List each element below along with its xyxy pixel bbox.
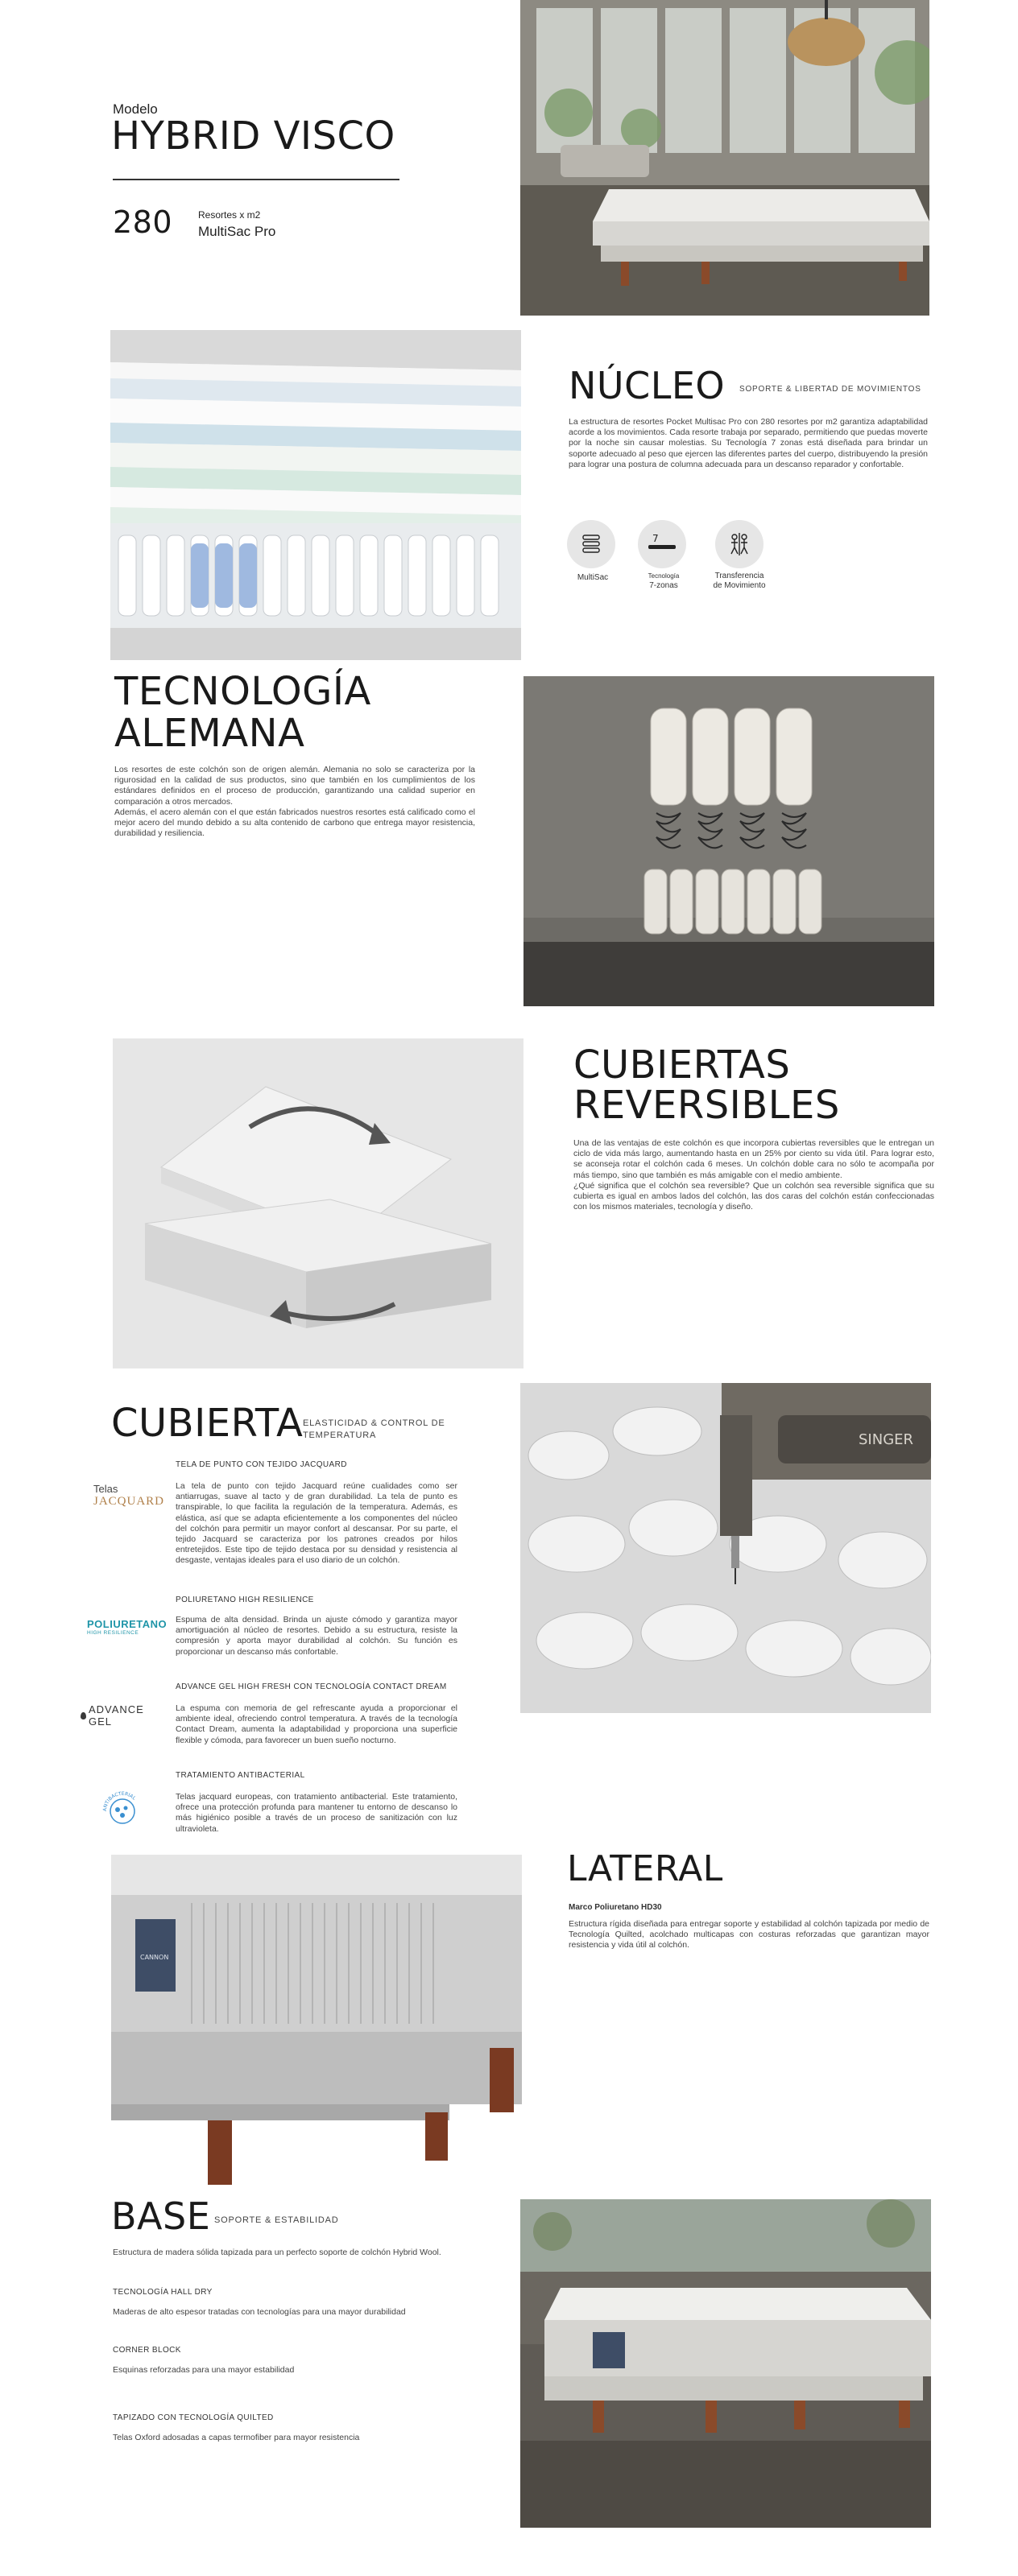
sewing-machine-image <box>520 1383 931 1713</box>
tech-title-line1: TECNOLOGÍA <box>114 669 371 714</box>
springs-image <box>523 676 934 1006</box>
advance-gel-body: La espuma con memoria de gel refrescante ayuda a proporcionar el ambiente ideal, ofreciendo control temperatura. A través de la tecnología Contact Dream, aumenta la adaptabilidad y proporciona una superficie flexible y cómoda, para favorecer un buen sueño nocturno. <box>176 1703 457 1745</box>
advance-gel-logo-text: ADVANCE GEL <box>88 1703 144 1728</box>
jacquard-title: TELA DE PUNTO CON TEJIDO JACQUARD <box>176 1460 347 1469</box>
multisac-icon <box>567 520 615 568</box>
polyurethane-logo-top: POLIURETANO <box>87 1618 168 1630</box>
lateral-mattress-image <box>111 1855 522 2185</box>
hero-bedroom-image <box>520 0 929 316</box>
lateral-body: Estructura rígida diseñada para entregar soporte y estabilidad al colchón tapizada por medio de Tecnología Quilted, acolchado multicapas con costuras reforzadas que garantizan mayor resistencia y vida útil al colchón. <box>569 1919 929 1951</box>
gel-drop-icon <box>81 1712 86 1719</box>
antibacterial-logo <box>100 1789 145 1834</box>
seven-zones-label-top: Tecnología <box>648 572 680 580</box>
base-feature-3-body: Telas Oxford adosadas a capas termofiber para mayor resistencia <box>113 2433 360 2442</box>
seven-zones-label: 7-zonas <box>649 581 678 590</box>
polyurethane-title: POLIURETANO HIGH RESILIENCE <box>176 1596 314 1604</box>
reversible-title-line2: REVERSIBLES <box>573 1083 840 1128</box>
base-bed-image <box>520 2199 931 2528</box>
antibacterial-logo-text: ANTIBACTERIAL <box>101 1790 137 1812</box>
base-feature-2-title: CORNER BLOCK <box>113 2346 181 2355</box>
svg-text:ANTIBACTERIAL <box>102 1791 137 1811</box>
advance-gel-logo <box>81 1703 171 1728</box>
core-icon-motion <box>709 520 770 591</box>
spring-type: MultiSac Pro <box>198 224 276 239</box>
tech-title-line2: ALEMANA <box>114 711 305 756</box>
jacquard-logo <box>93 1483 166 1509</box>
base-tag: SOPORTE & ESTABILIDAD <box>214 2215 339 2225</box>
title-divider <box>113 179 399 180</box>
base-feature-1-body: Maderas de alto espesor tratadas con tecnologías para una mayor durabilidad <box>113 2307 406 2317</box>
base-intro: Estructura de madera sólida tapizada para un perfecto soporte de colchón Hybrid Wool. <box>113 2248 441 2257</box>
product-title: HYBRID VISCO <box>111 114 395 159</box>
reversible-body: Una de las ventajas de este colchón es que incorpora cubiertas reversibles que le entregan un ciclo de vida más largo, aumentando hasta en un 25% por ciento su vida útil. Para lograr esto, se aconseja rotar el colchón cada 6 meses. Un colchón doble cara no sólo te acompaña por más tiempo, sino que también es más amigable con el medio ambiente. ¿Qué significa que el colchón sea reversible? Que un colchón sea reversible significa que su cubierta es igual en ambos lados del colchón, las dos caras del colchón están confeccionadas con los mismos materiales, tecnología y diseño. <box>573 1138 934 1212</box>
jacquard-logo-top: Telas <box>93 1483 118 1495</box>
spring-unit: Resortes x m2 <box>198 209 261 221</box>
cover-tag-line1: ELASTICIDAD & CONTROL DE <box>303 1418 445 1428</box>
polyurethane-logo-bottom: HIGH RESILIENCE <box>87 1630 139 1636</box>
base-feature-3-title: TAPIZADO CON TECNOLOGÍA QUILTED <box>113 2413 274 2422</box>
base-feature-1-title: TECNOLOGÍA HALL DRY <box>113 2288 213 2297</box>
jacquard-body: La tela de punto con tejido Jacquard reúne cualidades como ser antiarrugas, suave al tacto y de gran durabilidad. La tela de punto es transpirable, lo que facilita la regulación de la temperatura. Además, es elástica, así que se adapta eficientemente a los componentes del núcleo del colchón para permitir un mayor confort al descansar. Por su parte, el tejido Jacquard se caracteriza por los patrones creados por hilos entretejidos. Este tipo de tejido destaca por su densidad y resistencia al desgaste, ventajas ideales para el uso diario de un colchón. <box>176 1481 457 1566</box>
hero-section <box>0 0 1018 322</box>
motion-transfer-icon <box>715 520 764 568</box>
base-feature-2-body: Esquinas reforzadas para una mayor estabilidad <box>113 2365 295 2375</box>
jacquard-logo-bottom: JACQUARD <box>93 1495 165 1508</box>
sewing-brand-text: SINGER <box>859 1431 914 1448</box>
seven-zones-icon <box>638 520 686 568</box>
core-icon-seven-zones <box>638 520 689 591</box>
spring-count: 280 <box>113 204 173 240</box>
motion-label-top: Transferencia <box>714 572 764 580</box>
lateral-subtitle: Marco Poliuretano HD30 <box>569 1903 662 1912</box>
core-tag: SOPORTE & LIBERTAD DE MOVIMIENTOS <box>739 385 921 394</box>
core-title: NÚCLEO <box>569 364 726 407</box>
core-layers-image <box>110 330 521 660</box>
base-title: BASE <box>111 2194 211 2238</box>
lateral-label-brand: CANNON <box>140 1954 169 1961</box>
motion-label: de Movimiento <box>713 581 766 590</box>
cover-title: CUBIERTA <box>111 1401 304 1446</box>
core-body: La estructura de resortes Pocket Multisac Pro con 280 resortes por m2 garantiza adaptabilidad acorde a los movimientos. Cada resorte trabaja por separado, permitiendo que puedas moverte por la noche sin causar molestias. Su Tecnología 7 zonas está diseñada para brindar un soporte adecuado al peso que ejercen las diferentes partes del cuerpo, distribuyendo la presión para lograr una postura de columna adecuada para un descanso reparador y confortable. <box>569 417 928 469</box>
core-icon-multisac <box>567 520 619 583</box>
reversible-title-line1: CUBIERTAS <box>573 1042 791 1088</box>
advance-gel-title: ADVANCE GEL HIGH FRESH CON TECNOLOGÍA CONTACT DREAM <box>176 1682 447 1691</box>
reversible-mattress-image <box>113 1038 523 1368</box>
lateral-title: LATERAL <box>567 1848 723 1889</box>
seven-zones-badge: 7 <box>652 533 659 544</box>
model-label: Modelo <box>113 101 158 117</box>
multisac-label: MultiSac <box>577 573 609 582</box>
polyurethane-body: Espuma de alta densidad. Brinda un ajuste cómodo y garantiza mayor amortiguación al núcleo de resortes. Debido a su estructura, resiste la compresión y aporta mayor durabilidad al colchón. Su función es proporcionar un descanso más confortable. <box>176 1615 457 1657</box>
cover-tag-line2: TEMPERATURA <box>303 1430 377 1440</box>
antibacterial-title: TRATAMIENTO ANTIBACTERIAL <box>176 1771 305 1780</box>
antibacterial-body: Telas jacquard europeas, con tratamiento antibacterial. Este tratamiento, ofrece una protección profunda para mantener tu entorno de descanso lo más higiénico posible a través de un proceso de sanitización con luz ultravioleta. <box>176 1792 457 1834</box>
polyurethane-logo <box>87 1618 168 1636</box>
tech-body: Los resortes de este colchón son de origen alemán. Alemania no solo se caracteriza por la rigurosidad en la calidad de sus productos, sino que también en los cumplimientos de los estándares definidos en el proceso de producción, garantizando una calidad superior en comparación a otros mercados. Además, el acero alemán con el que están fabricados nuestros resortes está calificado como el mejor acero del mundo debido a su alta contenido de carbono que entrega mayor resistencia, durabilidad y resiliencia. <box>114 765 475 839</box>
